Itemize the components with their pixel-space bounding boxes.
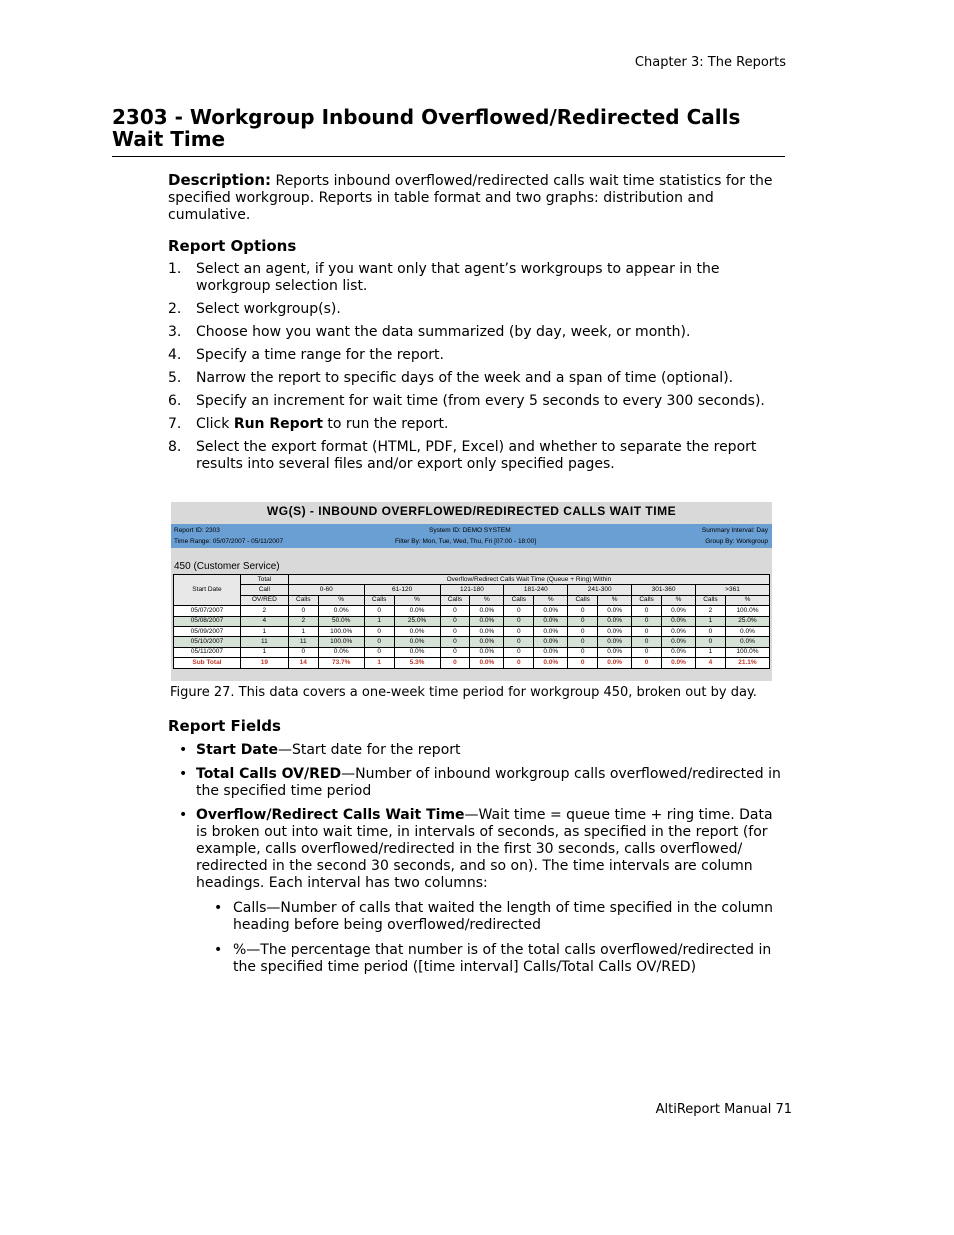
table-cell: 1 — [364, 616, 394, 626]
page-footer: AltiReport Manual 71 — [655, 1102, 792, 1117]
table-cell: 05/09/2007 — [174, 626, 241, 636]
sub-item-text: %—The percentage that number is of the total calls overflowed/redirected in the specified time period ([time interval] Calls/Total Calls OV/RED) — [233, 942, 772, 975]
table-cell: 11 — [288, 637, 318, 647]
report-fields-list — [168, 742, 786, 984]
table-cell: 05/11/2007 — [174, 647, 241, 657]
list-number: 4. — [168, 347, 182, 363]
table-cell: 0.0% — [662, 647, 696, 657]
table-cell: 0 — [568, 616, 598, 626]
table-cell: 05/07/2007 — [174, 606, 241, 616]
subtotal-row — [174, 658, 770, 668]
table-cell: 50.0% — [318, 616, 364, 626]
bullet-icon: • — [179, 742, 188, 758]
list-number: 8. — [168, 439, 182, 455]
table-cell: 0.0% — [598, 658, 632, 668]
table-cell: 1 — [240, 647, 288, 657]
table-cell: 100.0% — [725, 647, 769, 657]
field-description: —Wait time = queue time + ring time. Data is broken out into wait time, in intervals of seconds, as specified in the report (for example, calls overflowed/redirected in the first 30 seconds, calls overflowed/ redirected in the second 30 seconds, and so on). The time intervals are column headings. Each interval has two columns: — [196, 807, 773, 891]
table-cell: 0 — [440, 658, 470, 668]
description-label: Description: — [168, 171, 272, 189]
table-cell: 0 — [632, 637, 662, 647]
table-cell: 0.0% — [598, 626, 632, 636]
col-calls: Calls — [696, 595, 726, 605]
table-cell: 0.0% — [662, 658, 696, 668]
table-cell: 100.0% — [318, 626, 364, 636]
table-cell: 0.0% — [662, 616, 696, 626]
table-cell: 0.0% — [598, 616, 632, 626]
list-item-text: Select an agent, if you want only that agent’s workgroups to appear in the workgroup selection list. — [196, 261, 720, 294]
filter-by: Filter By: Mon, Tue, Wed, Thu, Fri [07:00 - 18:00] — [395, 538, 537, 545]
table-cell: 0 — [440, 616, 470, 626]
col-calls: Calls — [364, 595, 394, 605]
workgroup-label: 450 (Customer Service) — [174, 561, 280, 572]
table-cell: 0.0% — [662, 626, 696, 636]
report-id: Report ID: 2303 — [174, 527, 220, 534]
table-cell: 0.0% — [470, 637, 504, 647]
table-row — [174, 637, 770, 647]
bullet-icon: • — [214, 942, 223, 958]
table-cell: 21.1% — [725, 658, 769, 668]
table-cell: 14 — [288, 658, 318, 668]
col-calls: Calls — [504, 595, 534, 605]
table-cell: 0.0% — [534, 658, 568, 668]
table-row — [174, 606, 770, 616]
table-cell: 0.0% — [394, 637, 440, 647]
table-cell: 0 — [504, 606, 534, 616]
chapter-header: Chapter 3: The Reports — [634, 55, 786, 70]
field-name: Overflow/Redirect Calls Wait Time — [196, 807, 465, 823]
list-item-text: Click — [196, 416, 234, 432]
table-cell: 0 — [632, 626, 662, 636]
table-cell: 0.0% — [470, 647, 504, 657]
table-cell: 0 — [440, 647, 470, 657]
list-item — [168, 261, 786, 295]
list-item-text: Choose how you want the data summarized (by day, week, or month). — [196, 324, 691, 340]
col-pct: % — [598, 595, 632, 605]
col-pct: % — [470, 595, 504, 605]
report-title: WG(S) - INBOUND OVERFLOWED/REDIRECTED CALLS WAIT TIME — [266, 504, 677, 518]
field-description: —Start date for the report — [277, 742, 461, 758]
table-cell: 0.0% — [598, 606, 632, 616]
description-paragraph — [168, 172, 786, 224]
table-cell: 0 — [364, 647, 394, 657]
table-cell: 0.0% — [534, 647, 568, 657]
table-cell: 0.0% — [394, 626, 440, 636]
report-options-list — [168, 261, 786, 479]
wait-time-table — [173, 574, 770, 669]
table-cell: 0 — [696, 626, 726, 636]
table-cell: 5.3% — [394, 658, 440, 668]
col-interval: 0-60 — [288, 585, 364, 595]
table-cell: 2 — [288, 616, 318, 626]
table-cell: 0 — [632, 616, 662, 626]
table-cell: 25.0% — [394, 616, 440, 626]
table-cell: 1 — [696, 616, 726, 626]
bullet-icon: • — [179, 807, 188, 823]
table-cell: 100.0% — [725, 606, 769, 616]
table-cell: 0 — [504, 616, 534, 626]
col-total: Total — [240, 575, 288, 585]
col-calls: Calls — [632, 595, 662, 605]
col-pct: % — [725, 595, 769, 605]
table-cell: 0 — [364, 637, 394, 647]
col-calls: Calls — [288, 595, 318, 605]
table-cell: 25.0% — [725, 616, 769, 626]
table-cell: 4 — [240, 616, 288, 626]
list-number: 7. — [168, 416, 182, 432]
list-item — [168, 370, 786, 387]
table-cell: 0 — [568, 637, 598, 647]
list-item — [168, 416, 786, 433]
list-item — [168, 393, 786, 410]
table-cell: 0 — [440, 637, 470, 647]
bullet-icon: • — [179, 766, 188, 782]
table-cell: 0 — [568, 647, 598, 657]
table-cell: 0.0% — [598, 647, 632, 657]
page-title: 2303 - Workgroup Inbound Overflowed/Redirected Calls Wait Time — [112, 106, 785, 157]
table-cell: 0 — [364, 606, 394, 616]
table-cell: 0.0% — [725, 637, 769, 647]
summary-interval: Summary Interval: Day — [701, 527, 768, 534]
table-cell: 0.0% — [725, 626, 769, 636]
col-pct: % — [394, 595, 440, 605]
table-cell: 0.0% — [394, 606, 440, 616]
table-cell: 0.0% — [470, 606, 504, 616]
table-cell: 100.0% — [318, 637, 364, 647]
list-number: 5. — [168, 370, 182, 386]
col-interval: 181-240 — [504, 585, 568, 595]
report-fields-heading: Report Fields — [168, 717, 281, 735]
list-item-text: Specify a time range for the report. — [196, 347, 444, 363]
table-cell: 0 — [288, 647, 318, 657]
table-cell: 11 — [240, 637, 288, 647]
col-calls: Calls — [568, 595, 598, 605]
table-cell: 0.0% — [534, 606, 568, 616]
table-cell: 1 — [364, 658, 394, 668]
table-cell: 05/08/2007 — [174, 616, 241, 626]
report-figure — [171, 502, 772, 681]
col-interval: 61-120 — [364, 585, 440, 595]
col-interval: 301-360 — [632, 585, 696, 595]
table-cell: 2 — [696, 606, 726, 616]
table-cell: 0.0% — [470, 626, 504, 636]
list-number: 6. — [168, 393, 182, 409]
table-cell: 1 — [288, 626, 318, 636]
table-cell: 0 — [288, 606, 318, 616]
list-number: 3. — [168, 324, 182, 340]
table-cell: 0 — [632, 658, 662, 668]
system-id: System ID: DEMO SYSTEM — [429, 527, 511, 534]
col-start-date: Start Date — [174, 575, 241, 606]
table-cell: 0.0% — [662, 637, 696, 647]
col-ovred: OV/RED — [240, 595, 288, 605]
table-cell: 0.0% — [598, 637, 632, 647]
list-item — [168, 347, 786, 364]
list-item-text: Narrow the report to specific days of the week and a span of time (optional). — [196, 370, 734, 386]
description-text: Reports inbound overflowed/redirected calls wait time statistics for the specified workgroup. Reports in table format and two graphs: distribution and cumulative. — [168, 173, 773, 223]
col-interval: >361 — [696, 585, 770, 595]
table-cell: Sub Total — [174, 658, 241, 668]
list-number: 1. — [168, 261, 182, 277]
list-item-text: Select the export format (HTML, PDF, Excel) and whether to separate the report results into several files and/or export only specified pages. — [196, 439, 757, 472]
col-pct: % — [318, 595, 364, 605]
table-cell: 0 — [504, 647, 534, 657]
col-interval: 121-180 — [440, 585, 504, 595]
sub-item-text: Calls—Number of calls that waited the length of time specified in the column heading before being overflowed/redirected — [233, 900, 773, 933]
table-cell: 0 — [504, 637, 534, 647]
table-cell: 0 — [632, 647, 662, 657]
run-report-label: Run Report — [233, 416, 323, 432]
table-cell: 0.0% — [318, 647, 364, 657]
table-cell: 0.0% — [318, 606, 364, 616]
list-item — [168, 742, 786, 759]
table-cell: 73.7% — [318, 658, 364, 668]
list-item — [168, 324, 786, 341]
field-description: —Number of inbound workgroup calls overflowed/redirected in the specified time period — [196, 766, 781, 799]
table-cell: 0 — [440, 626, 470, 636]
list-item — [168, 301, 786, 318]
field-name: Start Date — [196, 742, 278, 758]
table-cell: 0.0% — [662, 606, 696, 616]
time-range: Time Range: 05/07/2007 - 05/11/2007 — [174, 538, 284, 545]
table-cell: 1 — [240, 626, 288, 636]
group-by: Group By: Workgroup — [705, 538, 768, 545]
list-item — [168, 807, 786, 976]
table-cell: 19 — [240, 658, 288, 668]
col-group-header: Overflow/Redirect Calls Wait Time (Queue + Ring) Within — [288, 575, 769, 585]
table-row — [174, 626, 770, 636]
table-cell: 0 — [504, 626, 534, 636]
table-cell: 4 — [696, 658, 726, 668]
table-row — [174, 647, 770, 657]
table-cell: 0.0% — [534, 626, 568, 636]
sub-list — [196, 900, 786, 976]
table-cell: 0 — [440, 606, 470, 616]
list-item-text: to run the report. — [322, 416, 449, 432]
table-cell: 0.0% — [394, 647, 440, 657]
col-call: Call — [240, 585, 288, 595]
table-cell: 0 — [364, 626, 394, 636]
col-pct: % — [662, 595, 696, 605]
figure-caption: Figure 27. This data covers a one-week time period for workgroup 450, broken out by day. — [170, 685, 757, 700]
table-cell: 0.0% — [470, 616, 504, 626]
col-calls: Calls — [440, 595, 470, 605]
list-item-text: Specify an increment for wait time (from every 5 seconds to every 300 seconds). — [196, 393, 765, 409]
sub-list-item — [196, 942, 786, 976]
field-name: Total Calls OV/RED — [196, 766, 342, 782]
list-number: 2. — [168, 301, 182, 317]
list-item-text: Select workgroup(s). — [196, 301, 341, 317]
sub-list-item — [196, 900, 786, 934]
table-cell: 0 — [568, 626, 598, 636]
table-cell: 0.0% — [534, 637, 568, 647]
col-interval: 241-300 — [568, 585, 632, 595]
table-cell: 1 — [696, 647, 726, 657]
table-cell: 0 — [632, 606, 662, 616]
table-cell: 0 — [568, 658, 598, 668]
table-cell: 0.0% — [534, 616, 568, 626]
list-item — [168, 439, 786, 473]
table-body — [174, 606, 770, 668]
table-cell: 0 — [504, 658, 534, 668]
table-cell: 0 — [568, 606, 598, 616]
list-item — [168, 766, 786, 800]
report-meta-bar — [171, 524, 772, 548]
table-cell: 2 — [240, 606, 288, 616]
table-cell: 05/10/2007 — [174, 637, 241, 647]
table-cell: 0 — [696, 637, 726, 647]
table-cell: 0.0% — [470, 658, 504, 668]
table-row — [174, 616, 770, 626]
col-pct: % — [534, 595, 568, 605]
bullet-icon: • — [214, 900, 223, 916]
report-options-heading: Report Options — [168, 237, 297, 255]
